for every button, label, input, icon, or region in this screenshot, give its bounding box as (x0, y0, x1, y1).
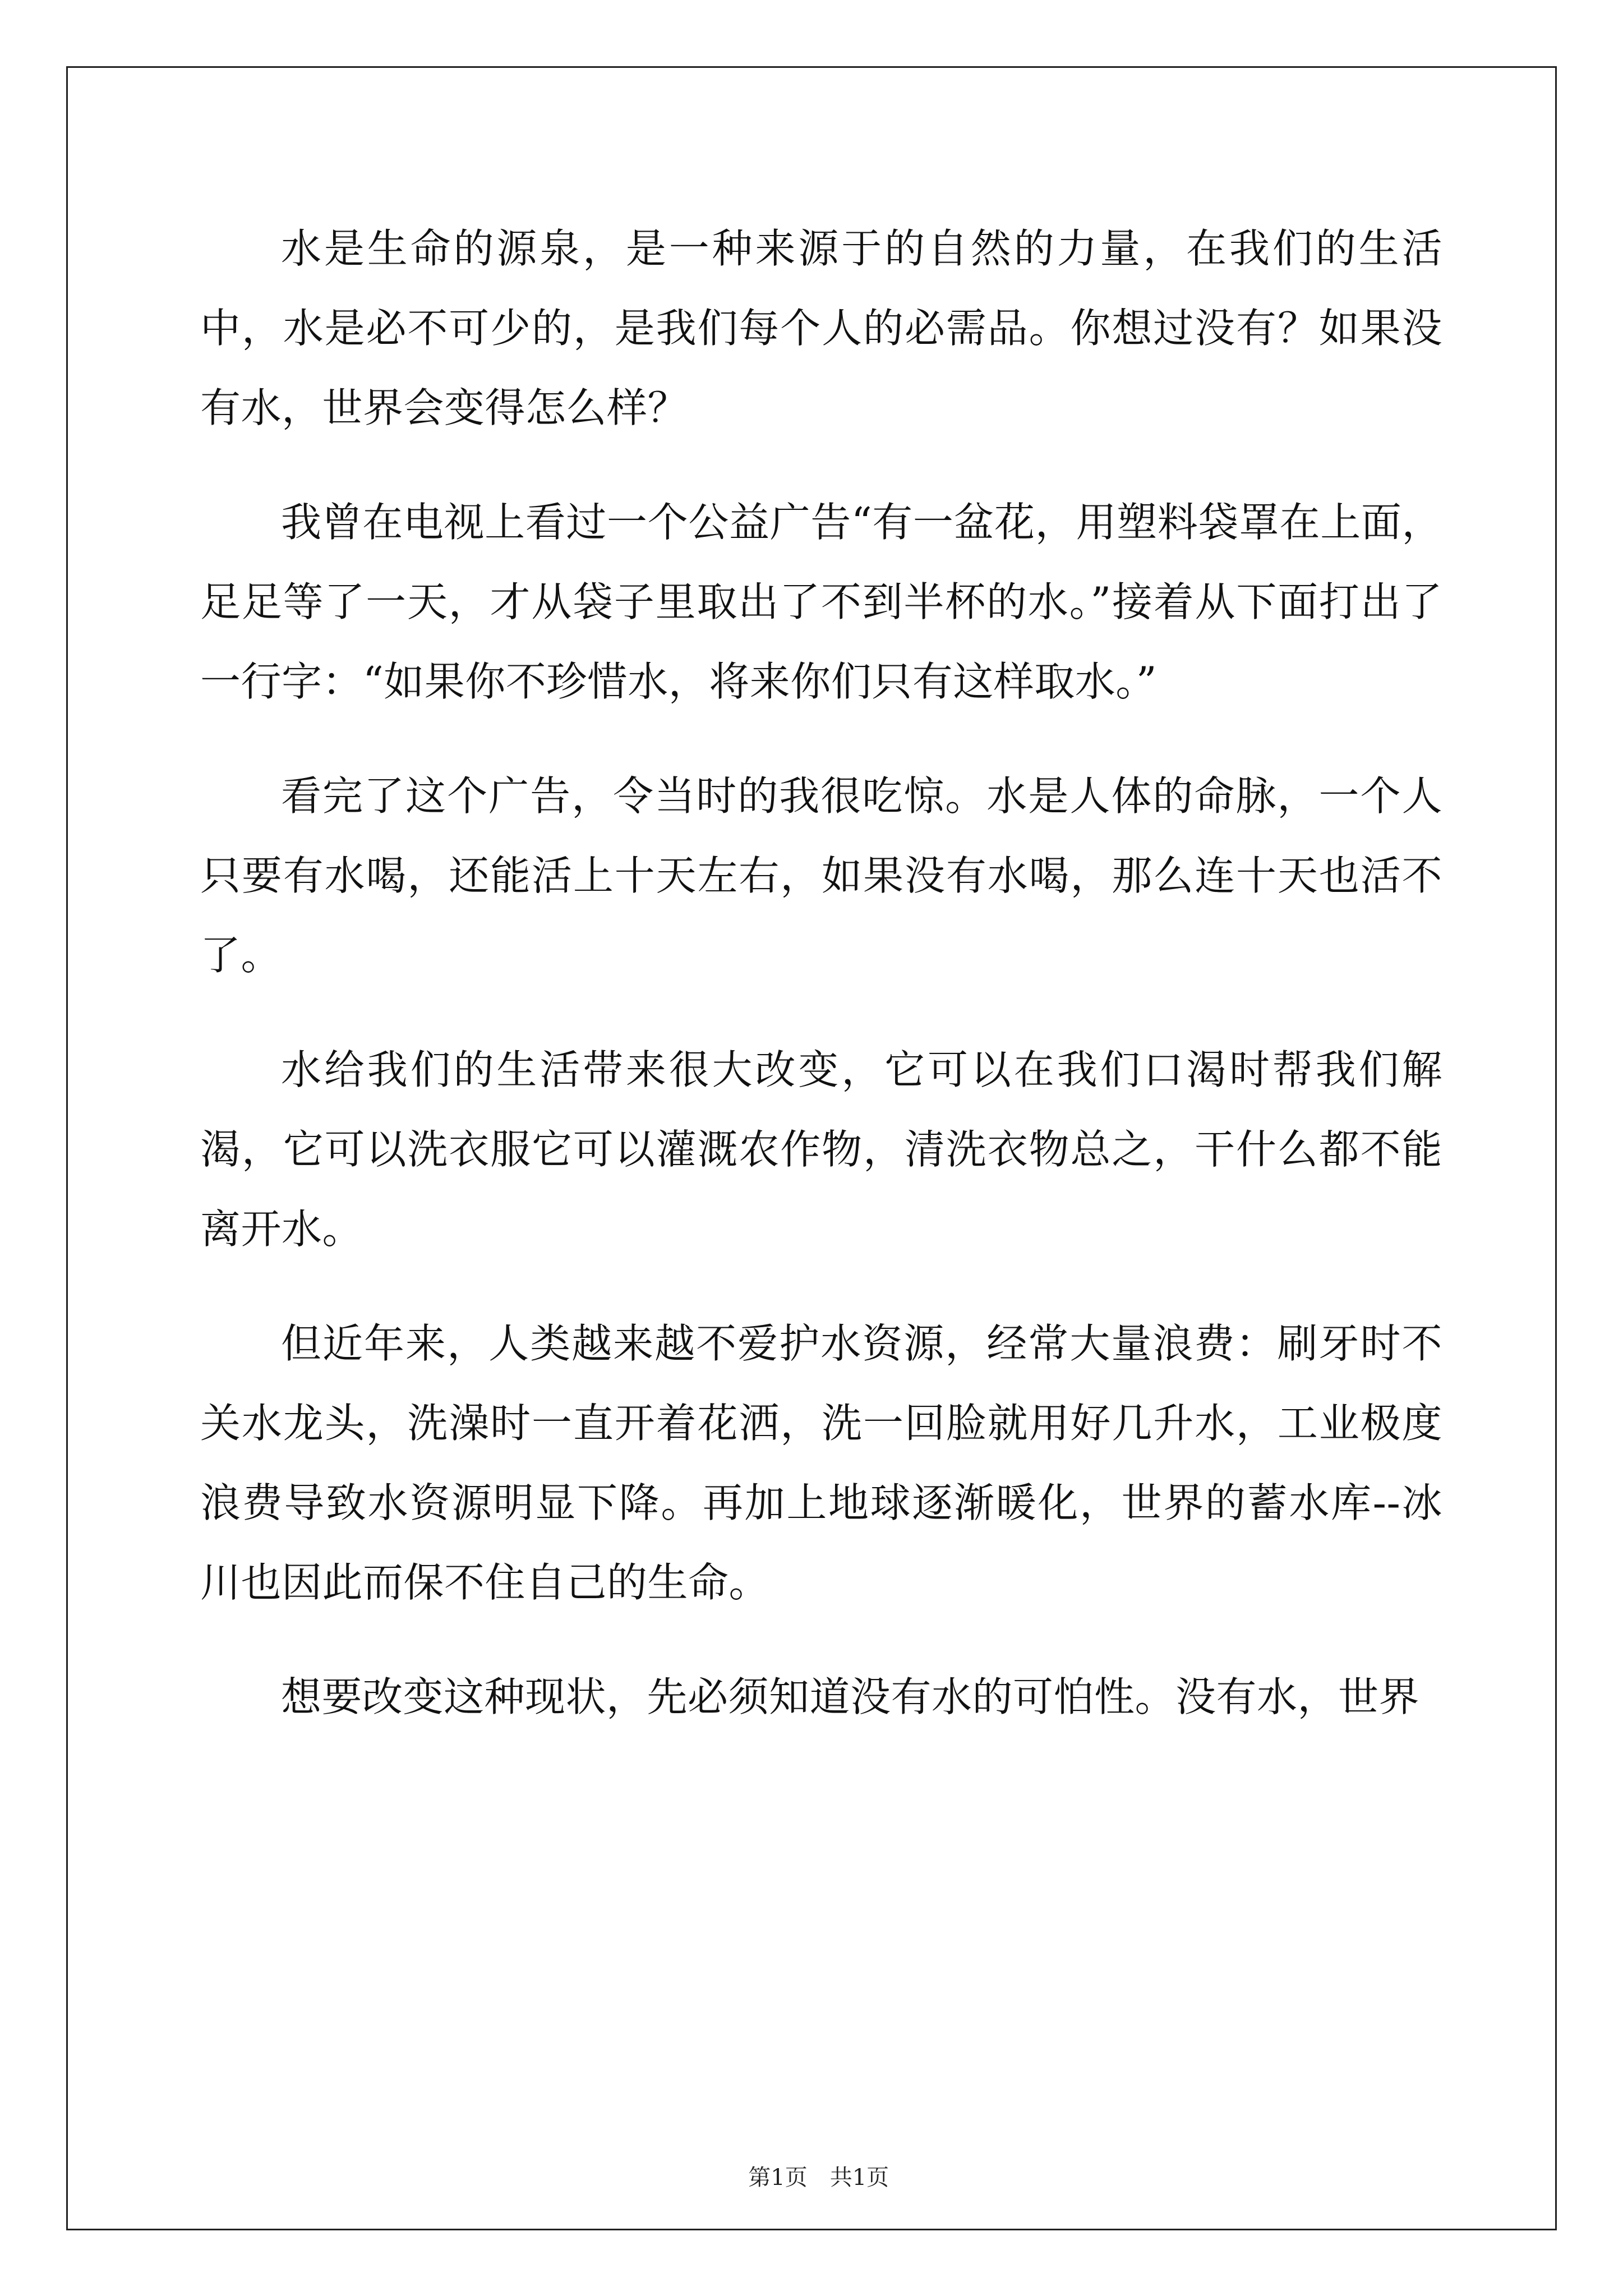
page-total: 共1页 (829, 2165, 889, 2191)
paragraph: 想要改变这种现状，先必须知道没有水的可怕性。没有水，世界 (281, 1673, 1420, 1720)
page-number: 第1页 (748, 2165, 808, 2191)
paragraph: 水是生命的源泉，是一种来源于的自然的力量，在我们的生活中，水是必不可少的，是我们每个人的必需品。你想过没有？如果没有水，世界会变得怎么样？ (200, 225, 1442, 431)
paragraph: 看完了这个广告，令当时的我很吃惊。水是人体的命脉，一个人只要有水喝，还能活上十天左右，如果没有水喝，那么连十天也活不了。 (200, 772, 1442, 979)
paragraph: 我曾在电视上看过一个公益广告“有一盆花，用塑料袋罩在上面，足足等了一天，才从袋子里取出了不到半杯的水。”接着从下面打出了一行字：“如果你不珍惜水，将来你们只有这样取水。” (200, 499, 1442, 705)
paragraph: 但近年来，人类越来越不爱护水资源，经常大量浪费：刷牙时不关水龙头，洗澡时一直开着花洒，洗一回脸就用好几升水，工业极度浪费导致水资源明显下降。再加上地球逐渐暖化，世界的蓄水库--冰川也因此而保不住自己的生命。 (200, 1320, 1442, 1606)
page-footer (0, 2134, 1623, 2192)
document-body (200, 209, 1442, 1772)
paragraph: 水给我们的生活带来很大改变，它可以在我们口渴时帮我们解渴，它可以洗衣服它可以灌溉农作物，清洗衣物总之，干什么都不能离开水。 (200, 1046, 1442, 1253)
